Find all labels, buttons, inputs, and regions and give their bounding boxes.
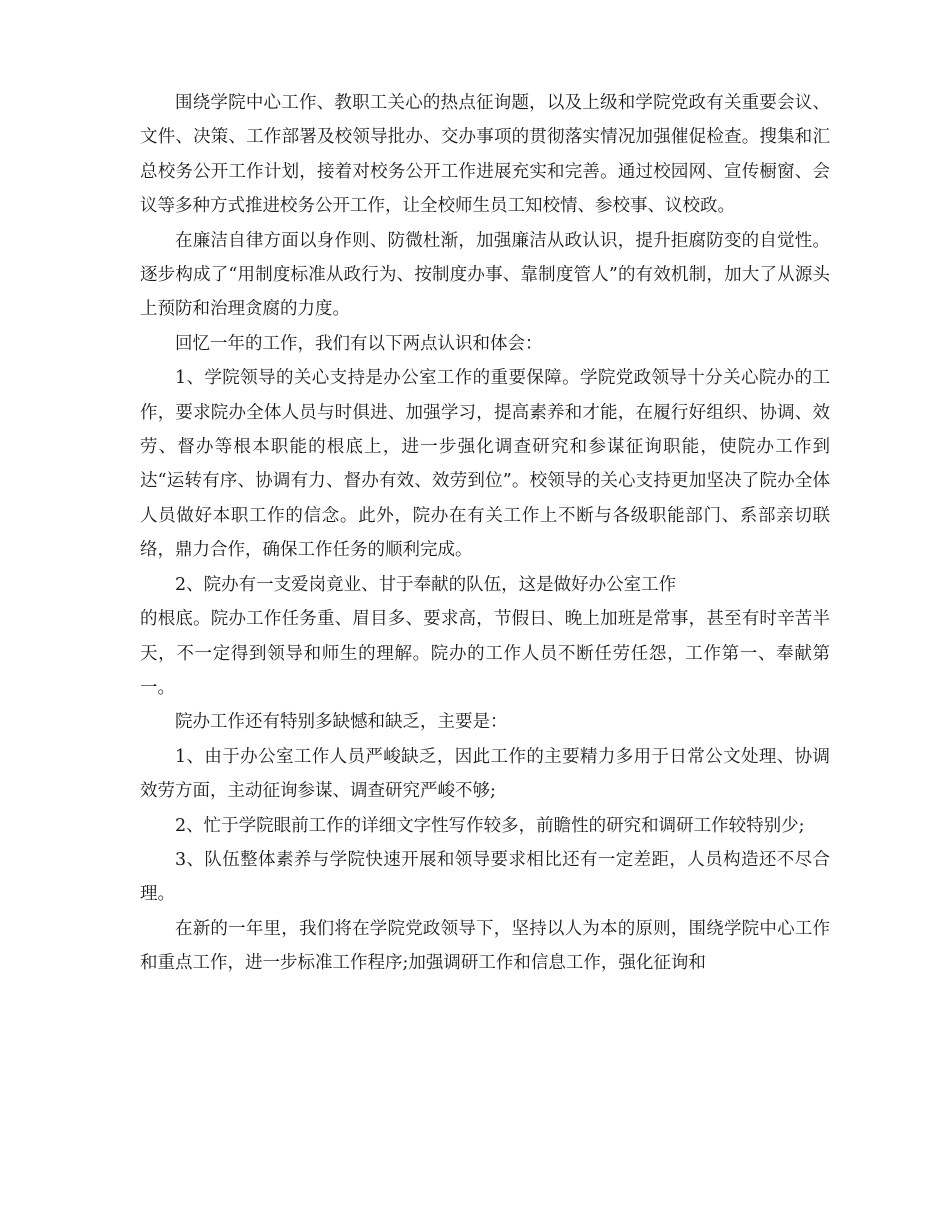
paragraph-point-2-continued: 的根底。院办工作任务重、眉目多、要求高，节假日、晚上加班是常事，甚至有时辛苦半天，不一定得到领导和师生的理解。院办的工作人员不断任劳任怨，工作第一、奉献第一。 (140, 609, 830, 698)
paragraph-shortcomings-intro: 院办工作还有特别多缺憾和缺乏，主要是： (175, 712, 508, 733)
paragraph-integrity: 在廉洁自律方面以身作则、防微杜渐，加强廉洁从政认识，提升拒腐防变的自觉性。逐步构成了“用制度标准从政行为、按制度办事、靠制度管人”的有效机制，加大了从源头上预防和治理贪腐的力度。 (140, 230, 830, 320)
paragraph-point-2: 2、院办有一支爱岗竟业、甘于奉献的队伍，这是做好办公室工作 (175, 574, 677, 595)
paragraph-open-affairs: 围绕学院中心工作、教职工关心的热点征询题，以及上级和学院党政有关重要会议、文件、决策、工作部署及校领导批办、交办事项的贯彻落实情况加强催促检查。搜集和汇总校务公开工作计划，接着对校务公开工作进展充实和完善。通过校园网、宣传橱窗、会议等多种方式推进校务公开工作，让全校师生员工知校情、参校事、议校政。 (140, 93, 830, 217)
paragraph-point-1: 1、学院领导的关心支持是办公室工作的重要保障。学院党政领导十分关心院办的工作，要求院办全体人员与时俱进、加强学习，提高素养和才能，在履行好组织、协调、效劳、督办等根本职能的根底上，进一步强化调查研究和参谋征询职能，使院办工作到达“运转有序、协调有力、督办有效、效劳到位”。校领导的关心支持更加坚决了院办全体人员做好本职工作的信念。此外，院办在有关工作上不断与各级职能部门、系部亲切联络，鼎力合作，确保工作任务的顺利完成。 (140, 368, 830, 561)
paragraph-shortcoming-2: 2、忙于学院眼前工作的详细文字性写作较多，前瞻性的研究和调研工作较特别少; (175, 815, 805, 836)
paragraph-review-intro: 回忆一年的工作，我们有以下两点认识和体会： (175, 333, 543, 354)
paragraph-shortcoming-1: 1、由于办公室工作人员严峻缺乏，因此工作的主要精力多用于日常公文处理、协调效劳方面，主动征询参谋、调查研究严峻不够; (140, 746, 830, 802)
paragraph-shortcoming-3: 3、队伍整体素养与学院快速开展和领导要求相比还有一定差距，人员构造还不尽合理。 (140, 849, 830, 905)
document-body (140, 86, 830, 981)
paragraph-new-year-plan: 在新的一年里，我们将在学院党政领导下，坚持以人为本的原则，围绕学院中心工作和重点工作，进一步标准工作程序;加强调研工作和信息工作，强化征询和 (140, 918, 830, 974)
